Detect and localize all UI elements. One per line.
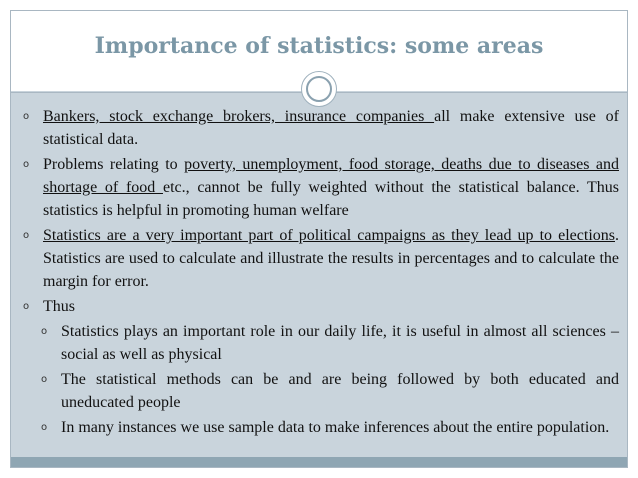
list-item [21,153,619,222]
slide-title: Importance of statistics: some areas [94,33,544,59]
footer-bar [11,457,627,467]
bullet-icon: o [41,422,48,433]
bullet-icon: o [23,301,30,312]
list-item-text: Statistics are a very important part of political campaigns as they lead up to elections [43,227,615,244]
bullet-icon: o [23,159,30,170]
list-item-text: etc., cannot be fully weighted without the statistical balance. Thus statistics is helpful in promoting human welfare [43,179,619,219]
list-item-text: Bankers, stock exchange brokers, insurance companies [43,108,435,125]
list-item-text: poverty, unemployment, food storage, deaths due to diseases and shortage of food [43,156,619,196]
list-item [21,295,619,318]
slide [10,10,628,468]
sub-list-item [21,416,619,439]
bullet-list [21,105,619,441]
list-item-text: . Statistics are used to calculate and illustrate the results in percentages and to calculate the margin for error. [43,227,619,290]
sub-list-item [21,368,619,414]
list-item-text: Statistics plays an important role in our daily life, it is useful in almost all sciences – social as well as physical [61,323,619,363]
bullet-icon: o [23,230,30,241]
list-item-text: Thus [43,298,75,315]
circle-ornament-icon [301,71,337,107]
bullet-icon: o [23,111,30,122]
bullet-icon: o [41,374,48,385]
list-item-text: Problems relating to [43,156,185,173]
list-item [21,224,619,293]
list-item-text: In many instances we use sample data to make inferences about the entire population. [61,419,610,436]
list-item-text: all make extensive use of statistical data. [43,108,619,148]
bullet-icon: o [41,326,48,337]
sub-list-item [21,320,619,366]
list-item-text: The statistical methods can be and are being followed by both educated and uneducated people [61,371,619,411]
list-item [21,105,619,151]
